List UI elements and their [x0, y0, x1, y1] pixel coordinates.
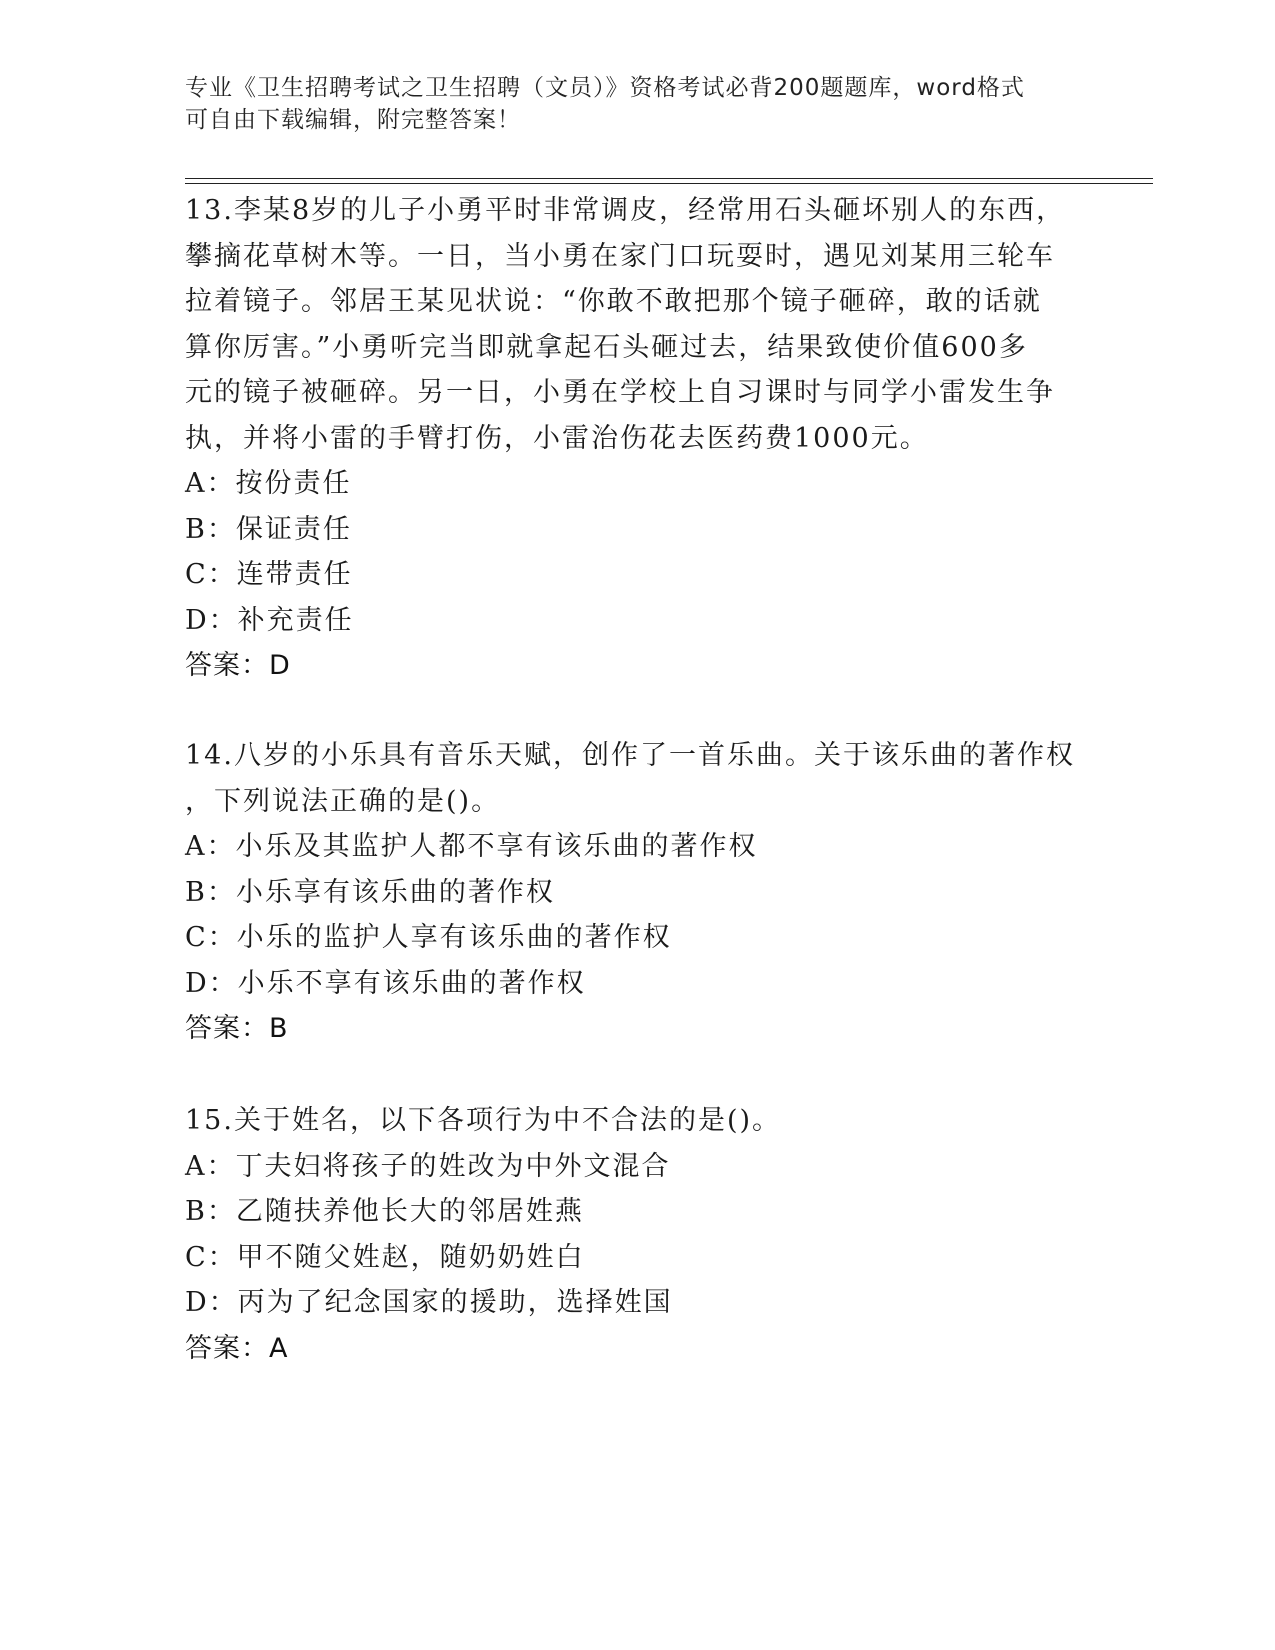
question-13-line-3: 拉着镜子。邻居王某见状说：“你敢不敢把那个镜子砸碎，敢的话就	[185, 286, 1042, 317]
question-15	[185, 1098, 1085, 1371]
question-13-option-a: A：按份责任	[185, 468, 352, 499]
question-13-line-5: 元的镜子被砸碎。另一日，小勇在学校上自习课时与同学小雷发生争	[185, 377, 1055, 408]
question-13-line-4: 算你厉害。”小勇听完当即就拿起石头砸过去，结果致使价值600多	[185, 331, 1028, 363]
question-14-option-b: B：小乐享有该乐曲的著作权	[185, 876, 555, 908]
header-rule-top	[185, 178, 1153, 179]
question-13-answer: 答案：D	[185, 650, 291, 681]
question-15-option-c: C：甲不随父姓赵，随奶奶姓白	[185, 1241, 585, 1273]
document-header	[185, 72, 1085, 136]
question-14-option-d: D：小乐不享有该乐曲的著作权	[185, 967, 586, 999]
question-13-option-d: D：补充责任	[185, 604, 354, 636]
question-14	[185, 733, 1085, 1052]
question-15-answer: 答案：A	[185, 1332, 289, 1364]
question-15-option-d: D：丙为了纪念国家的援助，选择姓国	[185, 1287, 673, 1318]
question-13-line-2: 攀摘花草树木等。一日，当小勇在家门口玩耍时，遇见刘某用三轮车	[185, 240, 1055, 272]
question-13-line-1: 13.李某8岁的儿子小勇平时非常调皮，经常用石头砸坏别人的东西，	[185, 195, 1066, 226]
question-13	[185, 188, 1085, 689]
question-13-line-6: 执，并将小雷的手臂打伤，小雷治伤花去医药费1000元。	[185, 422, 929, 454]
question-14-option-c: C：小乐的监护人享有该乐曲的著作权	[185, 922, 672, 953]
question-14-option-a: A：小乐及其监护人都不享有该乐曲的著作权	[185, 831, 758, 862]
question-14-line-1: 14.八岁的小乐具有音乐天赋，创作了一首乐曲。关于该乐曲的著作权	[185, 740, 1075, 771]
question-15-line-1: 15.关于姓名，以下各项行为中不合法的是()。	[185, 1105, 782, 1136]
question-14-answer: 答案：B	[185, 1013, 289, 1044]
question-15-option-b: B：乙随扶养他长大的邻居姓燕	[185, 1196, 584, 1227]
header-rule-bottom	[185, 183, 1153, 184]
header-line-1: 专业《卫生招聘考试之卫生招聘（文员）》资格考试必背200题题库，word格式	[185, 75, 1025, 101]
question-14-line-2: ，下列说法正确的是()。	[185, 785, 501, 817]
question-13-option-b: B：保证责任	[185, 513, 352, 545]
header-line-2: 可自由下载编辑，附完整答案！	[185, 107, 521, 133]
question-15-option-a: A：丁夫妇将孩子的姓改为中外文混合	[185, 1150, 671, 1182]
question-13-option-c: C：连带责任	[185, 559, 353, 590]
